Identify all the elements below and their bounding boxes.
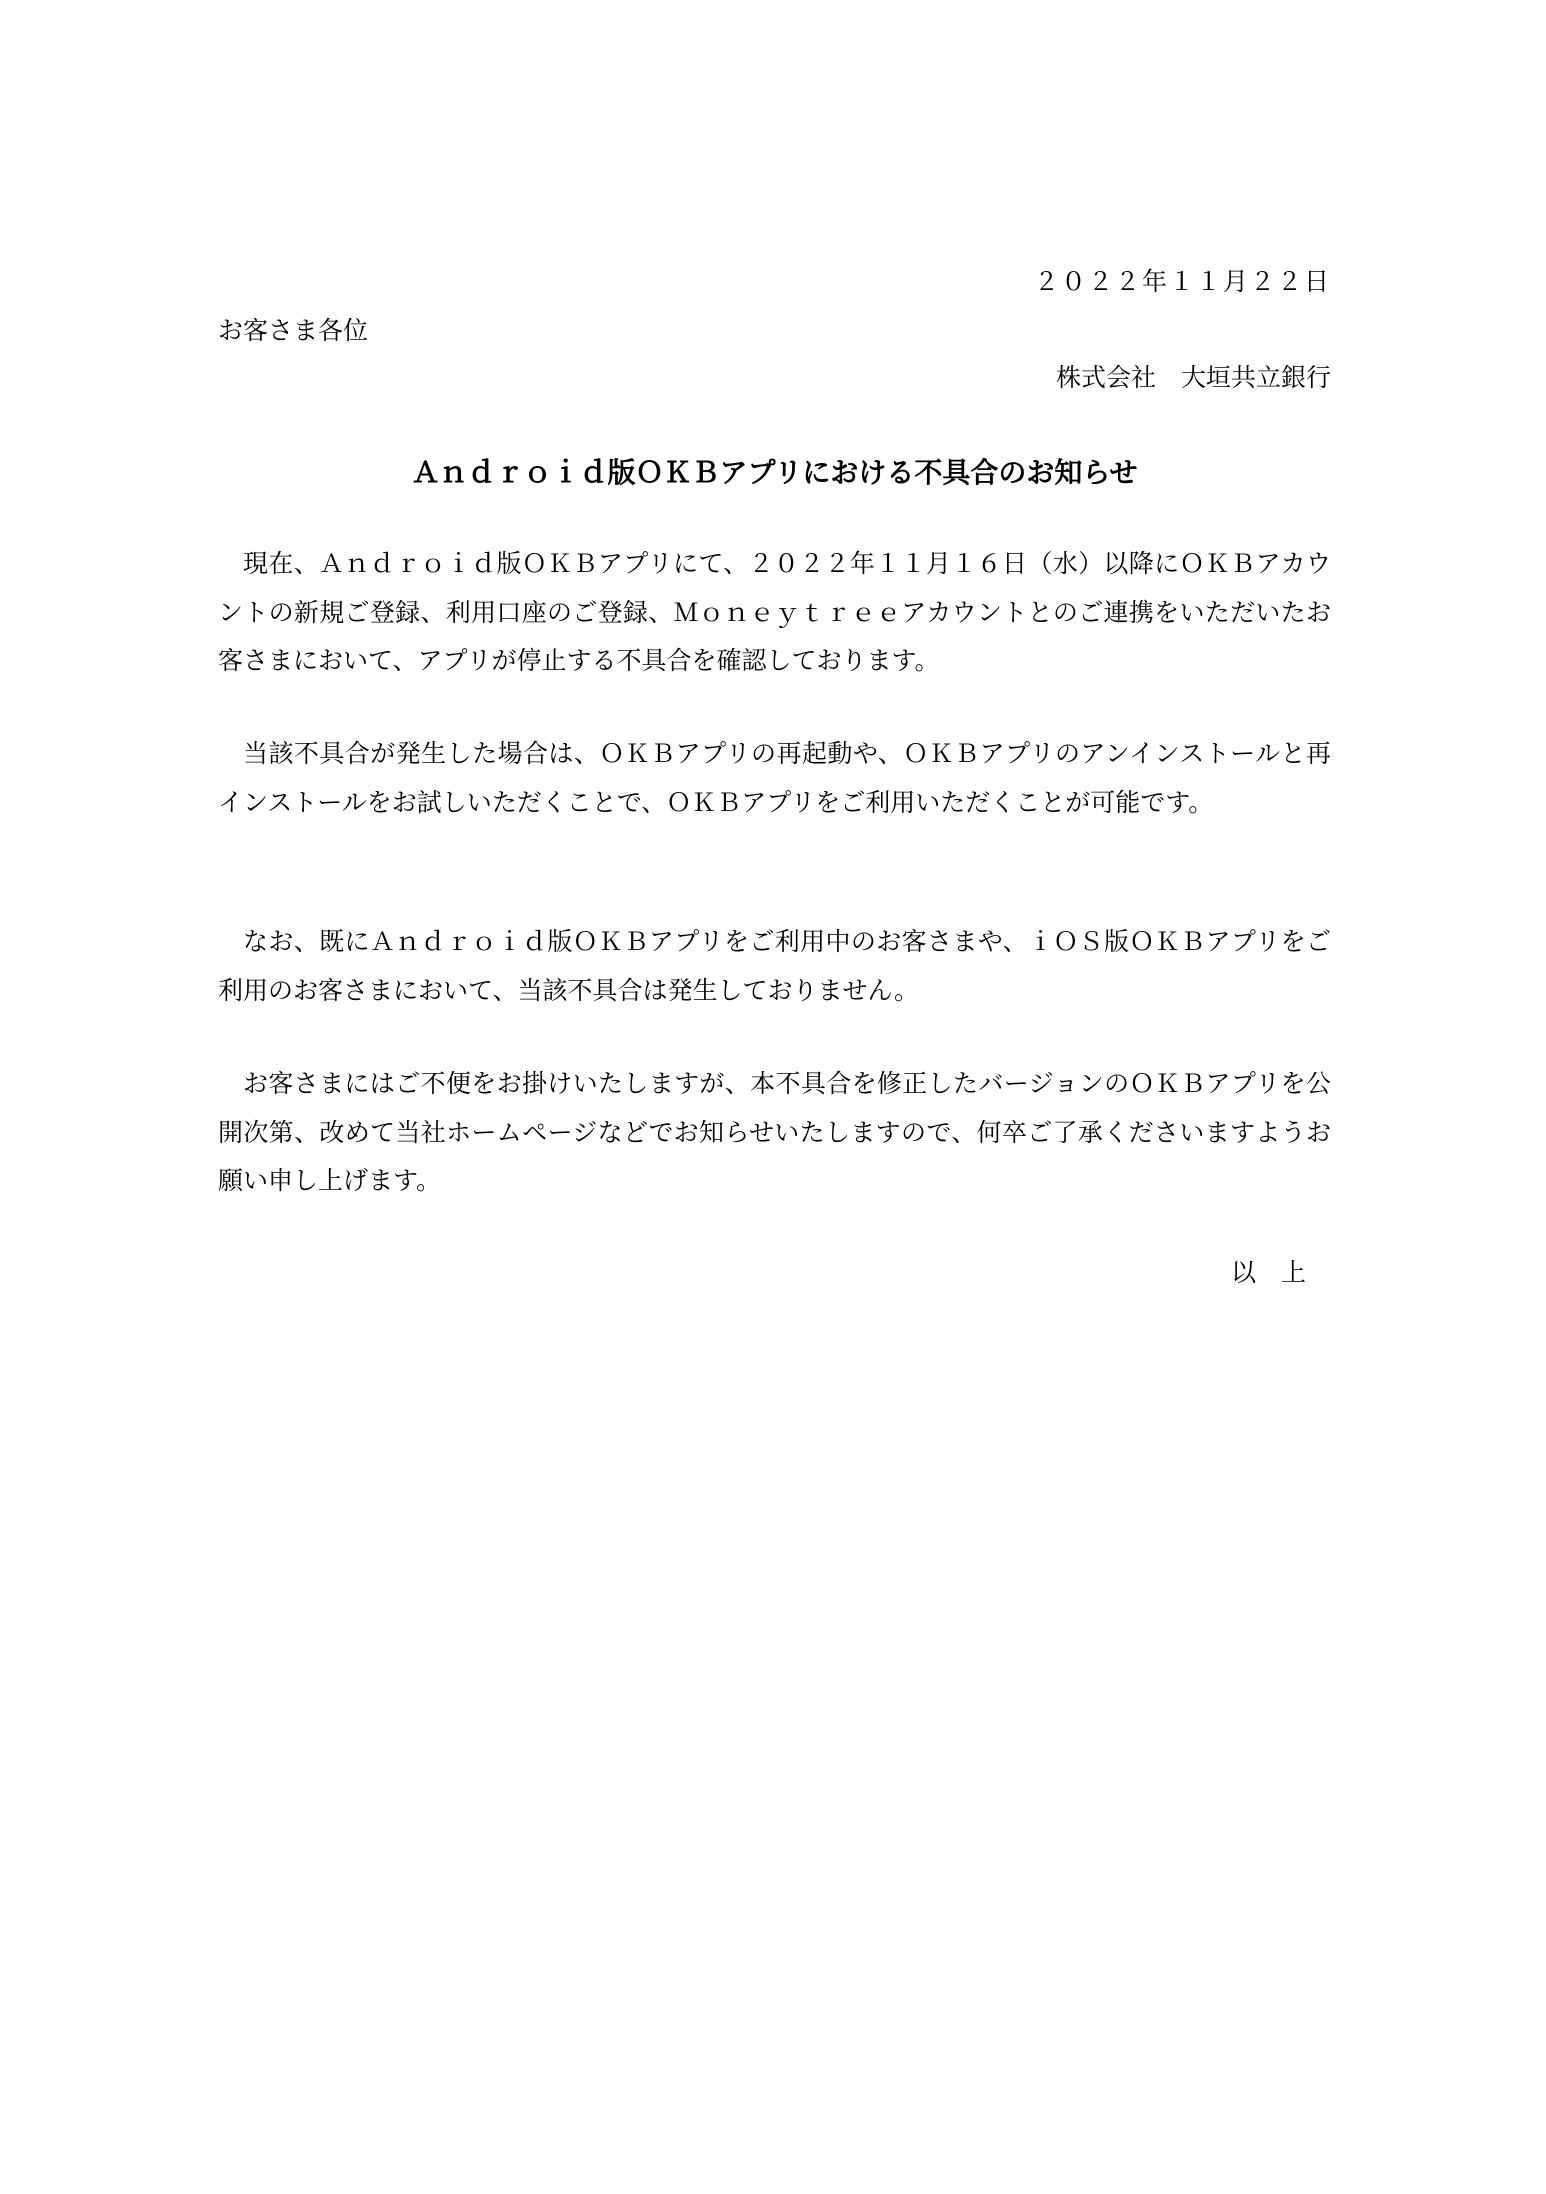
document-title: Ａｎｄｒｏｉｄ版ＯＫＢアプリにおける不具合のお知らせ [411,456,1138,489]
body-paragraph: なお、既にＡｎｄｒｏｉｄ版ＯＫＢアプリをご利用中のお客さまや、ｉＯＳ版ＯＫＢアプリをご利用のお客さまにおいて、当該不具合は発生しておりません。 [218,927,1331,1005]
body-paragraph: お客さまにはご不便をお掛けいたしますが、本不具合を修正したバージョンのＯＫＢアプリを公開次第、改めて当社ホームページなどでお知らせいたしますので、何卒ご了承くださいますようお願い申し上げます。 [218,1069,1331,1195]
addressee: お客さま各位 [218,316,369,345]
document-date: ２０２２年１１月２２日 [1033,267,1331,296]
closing-mark: 以 上 [1230,1258,1306,1287]
sender-name: 株式会社 大垣共立銀行 [1055,363,1331,392]
body-paragraph: 当該不具合が発生した場合は、ＯＫＢアプリの再起動や、ＯＫＢアプリのアンインストールと再インストールをお試しいただくことで、ＯＫＢアプリをご利用いただくことが可能です。 [218,739,1331,817]
body-paragraph: 現在、Ａｎｄｒｏｉｄ版ＯＫＢアプリにて、２０２２年１１月１６日（水）以降にＯＫＢアカウントの新規ご登録、利用口座のご登録、Ｍｏｎｅｙｔｒｅｅアカウントとのご連携をいただいたお客さまにおいて、アプリが停止する不具合を確認しております。 [218,549,1331,675]
